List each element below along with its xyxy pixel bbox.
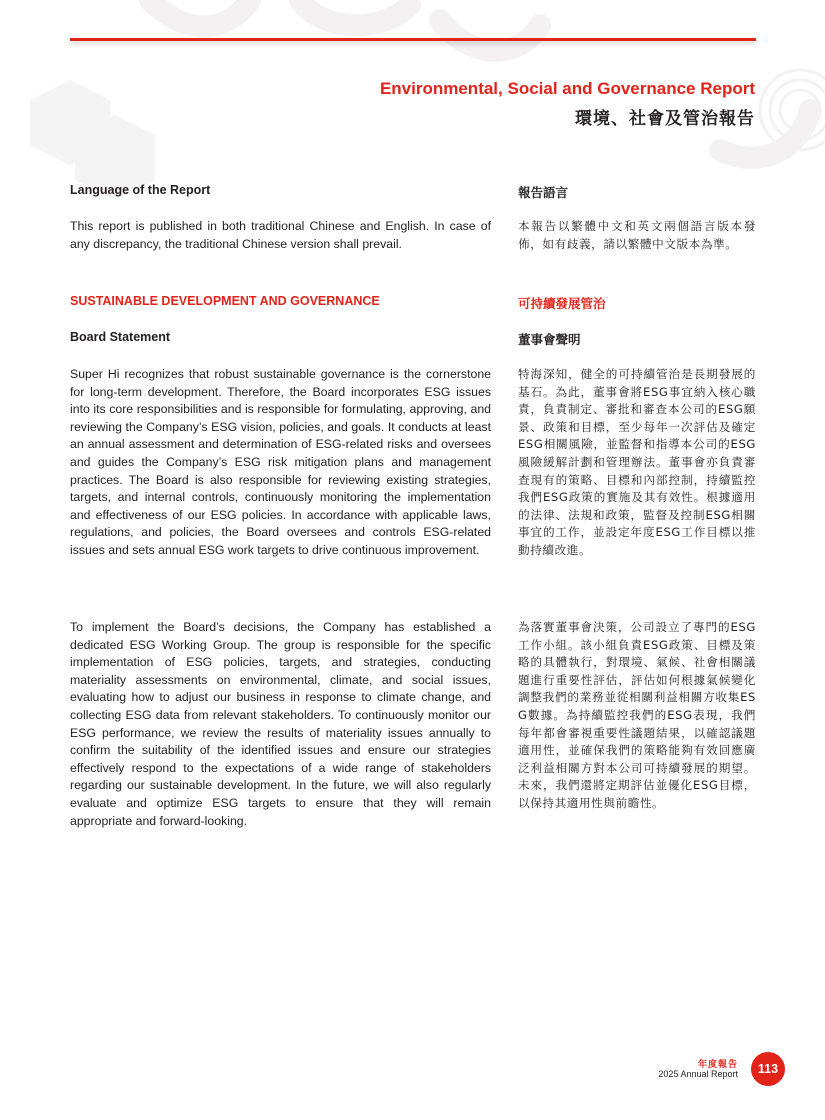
header-rule bbox=[70, 38, 756, 41]
footer-label-en: 2025 Annual Report bbox=[658, 1069, 738, 1079]
language-heading-en: Language of the Report bbox=[70, 183, 211, 197]
page-number-badge: 113 bbox=[751, 1052, 785, 1086]
section-title-en: SUSTAINABLE DEVELOPMENT AND GOVERNANCE bbox=[70, 294, 380, 308]
language-body-en: This report is published in both traditional Chinese and English. In case of any discrepancy, the traditional Chinese version shall prevail. bbox=[70, 219, 491, 251]
board-statement-heading-en: Board Statement bbox=[70, 330, 171, 344]
board-statement-para2-en: To implement the Board’s decisions, the Company has established a dedicated ESG Working Group. The group is responsible for the specific implementation of ESG policies, targets, and strategies, conducting materiality assessments on environmental, climate, and social issues, evaluating how to adjust our business in response to climate change, and collecting ESG data from relevant stakeholders. To continuously monitor our ESG performance, we review the results of materiality issues annually to confirm the suitability of the identified issues and ensure our strategies effectively respond to the expectations of a wide range of stakeholders regarding our sustainable development. In the future, we will also regularly evaluate and optimize ESG targets to ensure that they will remain appropriate and forward-looking. bbox=[70, 620, 491, 828]
language-heading-zh: 報告語言 bbox=[518, 186, 569, 200]
section-title-zh: 可持續發展管治 bbox=[518, 297, 606, 311]
language-body-zh: 本報告以繁體中文和英文兩個語言版本發佈，如有歧義，請以繁體中文版本為準。 bbox=[518, 219, 756, 251]
report-title-en: Environmental, Social and Governance Report bbox=[379, 79, 755, 98]
board-statement-heading-zh: 董事會聲明 bbox=[518, 333, 581, 347]
footer-label-zh: 年度報告 bbox=[697, 1059, 738, 1069]
board-statement-para2-zh: 為落實董事會決策，公司設立了專門的ESG工作小組。該小組負責ESG政策、目標及策略的具體執行，對環境、氣候、社會相關議題進行重要性評估，評估如何根據氣候變化調整我們的業務並從相關利益相關方收集ESG數據。為持續監控我們的ESG表現，我們每年都會審視重要性議題結果，以確認議題適用性，並確保我們的策略能夠有效回應廣泛利益相關方對本公司可持續發展的期望。未來，我們還將定期評估並優化ESG目標，以保持其適用性與前瞻性。 bbox=[518, 620, 756, 810]
board-statement-para1-zh: 特海深知，健全的可持續管治是長期發展的基石。為此，董事會將ESG事宜納入核心職責，負責制定、審批和審查本公司的ESG願景、政策和目標，至少每年一次評估及確定ESG相關風險，並監督和指導本公司的ESG風險緩解計劃和管理辦法。董事會亦負責審查現有的策略、目標和內部控制，持續監控我們ESG政策的實施及其有效性。根據適用的法律、法規和政策，監督及控制ESG相關事宜的工作，並設定年度ESG工作目標以推動持續改進。 bbox=[518, 367, 756, 557]
board-statement-para1-en: Super Hi recognizes that robust sustainable governance is the cornerstone for long-term development. Therefore, the Board incorporates ESG issues into its core responsibilities and is responsible for formulating, approving, and reviewing the Company’s ESG vision, policies, and goals. It conducts at least an annual assessment and determination of ESG-related risks and oversees and guides the Company’s ESG risk mitigation plans and management practices. The Board is also responsible for reviewing existing strategies, targets, and internal controls, continuously monitoring the implementation and effectiveness of our ESG policies. In accordance with applicable laws, regulations, and policies, the Board oversees and controls ESG-related issues and sets annual ESG work targets to drive continuous improvement. bbox=[70, 367, 491, 557]
report-title-zh: 環境、社會及管治報告 bbox=[575, 109, 755, 128]
